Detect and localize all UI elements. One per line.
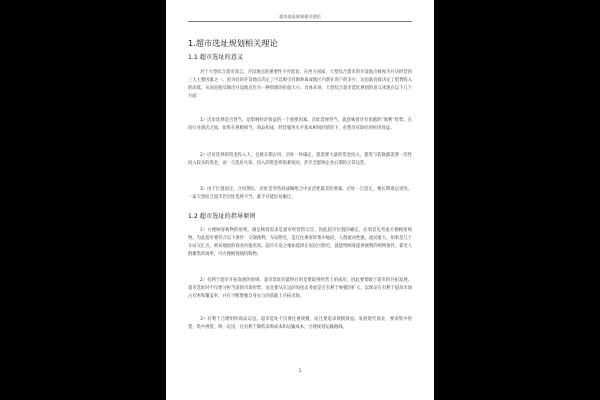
paragraph: 对于大型综合超市而言，开设地点的重要性不可低估。在西方国家，大型综合超市的开设地点被视为开店经营的三大主要因素之一。因为好的开设地点决定了可以吸引有限距离或地区内潜在客户的多少，这也就直接决定了销售收入的高低。从而直接反映出开设地点作为一种资源的价值大小。具体来讲，大型综合超市选址规划的意义体现在以下几个方面： [188,70,412,99]
running-header: 超市选址规划相关理论 [188,14,412,22]
section-heading-1-2: 1.2 超市选址的指导原则 [188,213,256,220]
document-page [166,0,434,400]
section-heading-1-1: 1.1 超市选址的意义 [188,54,244,61]
chapter-heading: 1.超市选址规划相关理论 [188,38,278,48]
paragraph: 1）店址选择是否得当，是影响经济效益的一个重要因素。店址选择得当，就意味着享有优越的“地利”优势。在同行业商店之间，如果在规模相当、商品构成、经营服务水平基本相同的情况下，必然享有较好的经济效益。 [188,118,412,131]
paragraph: 2）店址选择的资金投入大，且被长期占用。店址一经确定，就需要大量的资金投入，建筑与装修都需要一次性投入较多的资金，而一旦选址失误，投入的资金将很难收回，甚至会影响企业后期的正常运营。 [188,153,412,166]
paragraph: 1）方便顾客购物的原则。满足顾客需求是超市经营的宗旨，因此超市位置的确定，必须首先考虑方便顾客购物。为此超市要符合以下条件：交通便利，车站附近，是过往乘客的集中地段，人群流动性强，流动量大。如果是几个车站交汇点，则该地段的商业价值更高。超市开设之地如选择在居民区附近，就能给顾客提供便利的购物条件，靠近人群聚集的场所，可方便顾客随机购物。 [188,228,412,257]
page-number: 1 [298,369,302,374]
paragraph: 2）有利于超市开拓发展的原则。超市选址的最终目的是要取得经营上的成功，因此要着眼于超市的开拓发展。超市选址时不仅要分析当前的市场形势，而且要从长远的角度去考虑是否有利于规模的扩大，以保证在有利于提高市场占有率和覆盖率，并在不断增强自身实力的基础上开拓市场。 [188,278,412,299]
paragraph: 3）由于位置固定，合同期长，店址是零售商战略组合中灵活性最差的要素。店址一旦选定，便长期难以更改。一家大型综合超市若店址选择不当，就不可能轻易搬迁。 [188,187,412,200]
paragraph: 3）有利于合理组织商品运送。超市选址不仅要注重规模，而且要追求规模效益。发展现代商业，要求集中进货，集中供货，统一运送，这有利于降低采购成本和运输成本，合理规划运输路线。 [188,317,412,330]
